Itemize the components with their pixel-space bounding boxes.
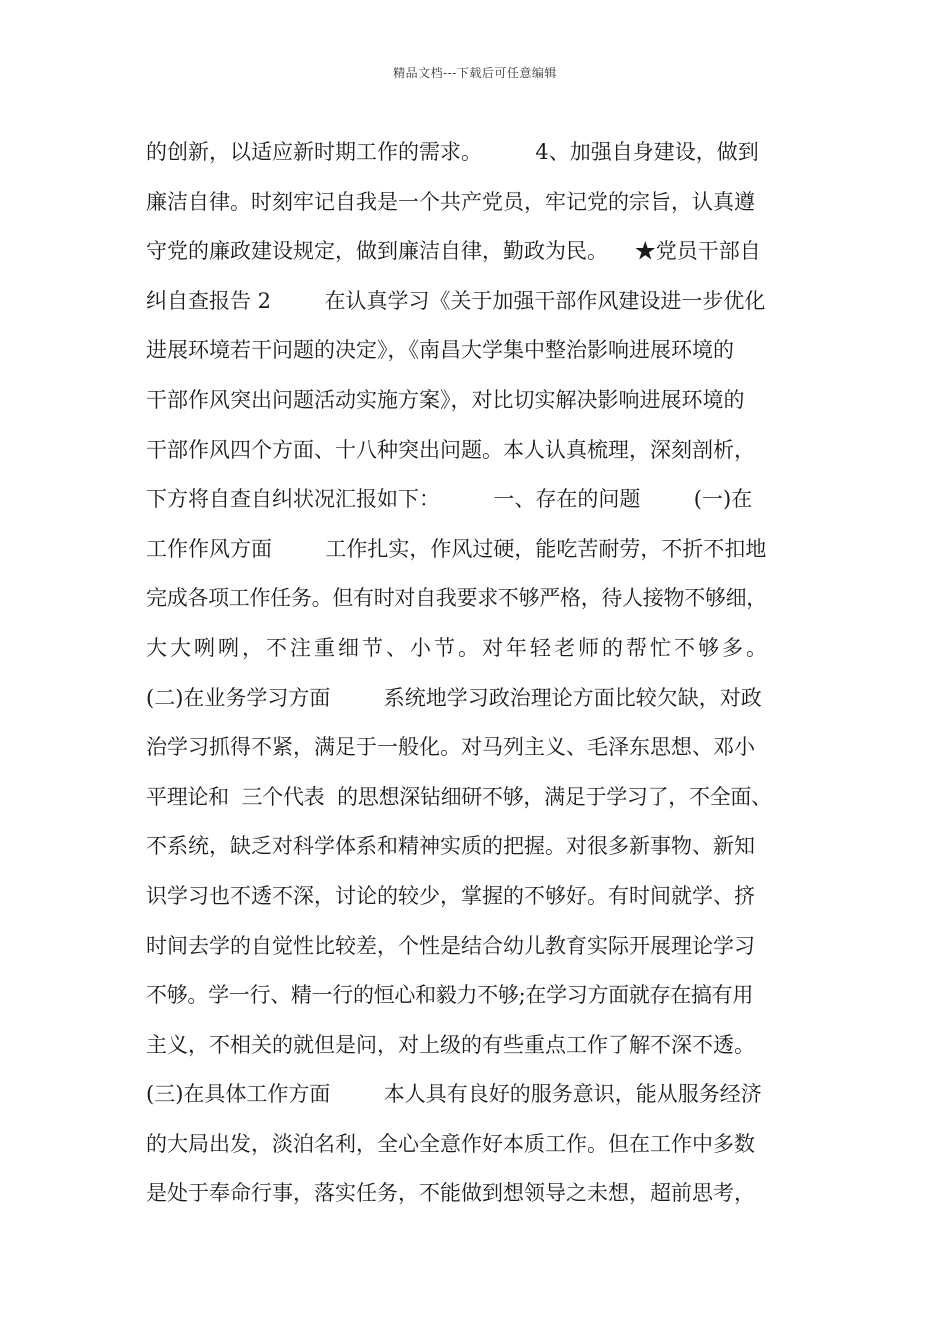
page-header: 精品文档---下载后可任意编辑 <box>393 66 557 80</box>
body-line: 完成各项工作任务。但有时对自我要求不够严格，待人接物不够细， <box>146 586 767 611</box>
body-line: 廉洁自律。时刻牢记自我是一个共产党员，牢记党的宗旨，认真遵 <box>146 189 755 214</box>
body-line: 不够。学一行、精一行的恒心和毅力不够;在学习方面就存在搞有用 <box>146 983 754 1008</box>
body-line: 不系统，缺乏对科学体系和精神实质的把握。对很多新事物、新知 <box>146 834 755 859</box>
body-line: 纠自查报告 2 在认真学习《关于加强干部作风建设进一步优化 <box>146 288 766 313</box>
body-line: 大大咧咧，不注重细节、小节。对年轻老师的帮忙不够多。 <box>146 635 770 660</box>
body-line: (二)在业务学习方面 系统地学习政治理论方面比较欠缺，对政 <box>146 685 762 710</box>
body-line: 进展环境若干问题的决定》，《南昌大学集中整治影响进展环境的 <box>146 338 734 363</box>
body-line: 工作作风方面 工作扎实，作风过硬，能吃苦耐劳，不折不扣地 <box>146 536 767 561</box>
body-line: 时间去学的自觉性比较差，个性是结合幼儿教育实际开展理论学习 <box>146 933 755 958</box>
body-line: 识学习也不透不深，讨论的较少，掌握的不够好。有时间就学、挤 <box>146 883 755 908</box>
document-body <box>146 128 806 1219</box>
body-line: (三)在具体工作方面 本人具有良好的服务意识，能从服务经济 <box>146 1082 762 1107</box>
body-line: 是处于奉命行事，落实任务，不能做到想领导之未想，超前思考， <box>146 1181 755 1206</box>
body-line: 主义，不相关的就但是问，对上级的有些重点工作了解不深不透。 <box>146 1032 755 1057</box>
body-line: 平理论和 三个代表 的思想深钻细研不够，满足于学习了，不全面、 <box>146 784 772 809</box>
body-line: 干部作风突出问题活动实施方案》，对比切实解决影响进展环境的 <box>146 387 745 412</box>
body-line: 治学习抓得不紧，满足于一般化。对马列主义、毛泽东思想、邓小 <box>146 735 755 760</box>
body-line: 守党的廉政建设规定，做到廉洁自律，勤政为民。 ★党员干部自 <box>146 239 761 264</box>
body-line: 的创新，以适应新时期工作的需求。 4、加强自身建设，做到 <box>146 140 759 164</box>
body-line: 下方将自查自纠状况汇报如下： 一、存在的问题 (一)在 <box>146 487 753 512</box>
body-line: 干部作风四个方面、十八种突出问题。本人认真梳理，深刻剖析， <box>146 437 755 462</box>
body-line: 的大局出发，淡泊名利，全心全意作好本质工作。但在工作中多数 <box>146 1131 755 1156</box>
